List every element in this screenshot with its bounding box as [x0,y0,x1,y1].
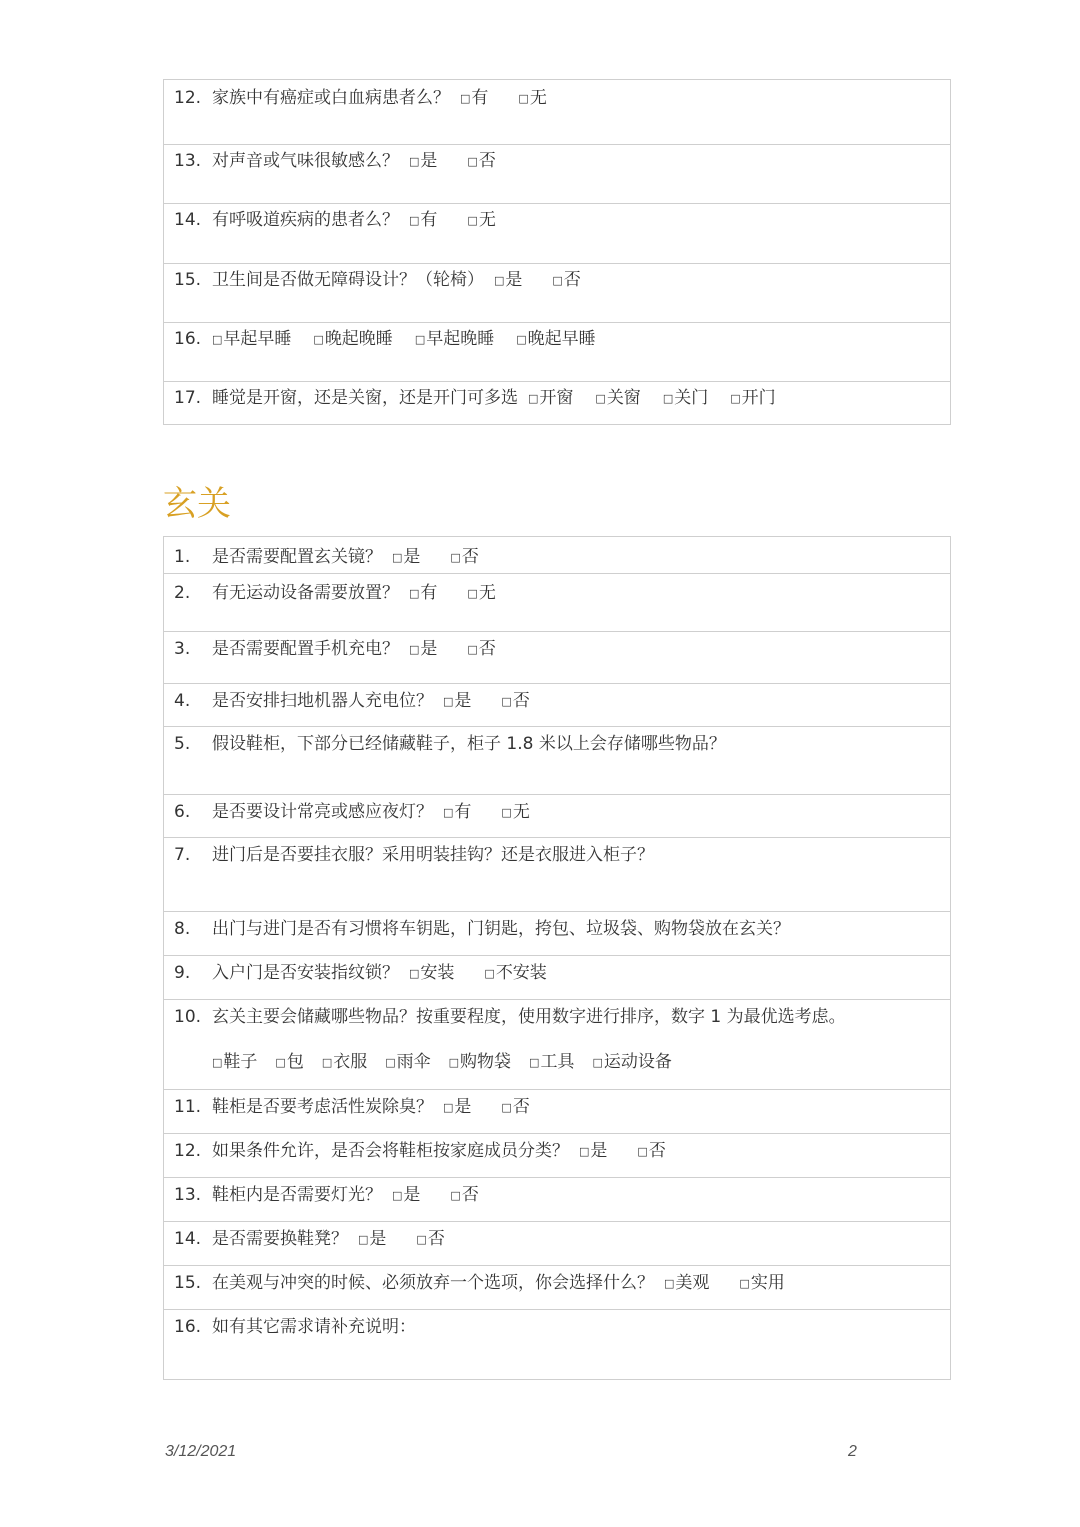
option-checkbox[interactable] [467,583,495,604]
option-group [399,583,496,603]
question-text: 卫生间是否做无障碍设计？（轮椅） [212,270,484,290]
checkbox-icon[interactable]: □ [467,214,478,227]
checkbox-icon[interactable]: □ [730,392,741,405]
option-checkbox[interactable] [501,802,529,823]
question-number: 13. [174,151,202,171]
option-checkbox[interactable] [415,329,494,350]
checkbox-icon[interactable]: □ [409,214,420,227]
checkbox-icon[interactable]: □ [313,333,324,346]
checkbox-icon[interactable]: □ [501,695,512,708]
checkbox-icon[interactable]: □ [662,392,674,405]
question-line [212,1273,785,1294]
option-checkbox[interactable] [212,1052,257,1073]
option-label: 是 [403,547,421,567]
option-checkbox[interactable] [212,329,291,350]
question-line [212,210,496,231]
option-group [450,88,547,108]
question-text: 是否要设计常亮或感应夜灯？ [212,802,433,822]
option-label: 实用 [750,1273,785,1293]
option-checkbox[interactable] [595,388,640,409]
option-checkbox[interactable] [450,1185,478,1206]
option-checkbox[interactable] [501,691,529,712]
option-label: 晚起早睡 [527,329,596,349]
option-label: 是 [420,151,438,171]
storage-item-options [212,1052,672,1073]
question-text: 是否安排扫地机器人充电位？ [212,691,433,711]
question-line [212,963,547,984]
question-row [164,631,950,683]
checkbox-icon[interactable]: □ [467,643,478,656]
question-number: 12. [174,88,202,108]
checkbox-icon[interactable]: □ [414,333,426,346]
option-label: 否 [461,1185,479,1205]
question-line [212,691,530,712]
option-checkbox[interactable] [516,329,595,350]
option-label: 是 [420,639,438,659]
question-line [212,583,496,604]
checkbox-icon[interactable]: □ [409,967,420,980]
question-number: 7. [174,845,191,865]
checkbox-icon[interactable]: □ [321,1056,333,1069]
option-checkbox[interactable] [663,388,708,409]
option-checkbox[interactable] [443,1097,471,1118]
option-group [654,1273,785,1293]
option-checkbox[interactable] [467,210,495,231]
option-group [348,1229,445,1249]
question-number: 3. [174,639,191,659]
question-number: 10. [174,1007,202,1027]
option-label: 否 [478,151,496,171]
option-group [382,1185,479,1205]
questionnaire-table-entryway [163,536,951,1380]
option-checkbox[interactable] [739,1273,784,1294]
question-number: 12. [174,1141,202,1161]
checkbox-icon[interactable]: □ [392,1189,403,1202]
checkbox-icon[interactable]: □ [212,1056,223,1069]
option-checkbox[interactable] [528,388,573,409]
option-checkbox[interactable] [392,547,420,568]
question-line [212,919,790,939]
option-checkbox[interactable] [592,1052,671,1073]
option-checkbox[interactable] [730,388,775,409]
question-line [212,270,581,291]
option-label: 包 [286,1052,304,1072]
question-row [164,1221,950,1265]
checkbox-icon[interactable]: □ [448,1056,460,1069]
question-row [164,794,950,837]
option-label: 运动设备 [603,1052,672,1072]
question-line [212,88,547,109]
option-checkbox[interactable] [409,583,437,604]
question-line [212,802,530,823]
section-title: 玄关 [163,484,231,524]
option-checkbox[interactable] [450,547,478,568]
option-label: 关窗 [606,388,641,408]
checkbox-icon[interactable]: □ [467,587,478,600]
option-label: 否 [648,1141,666,1161]
checkbox-icon[interactable]: □ [529,1056,540,1069]
option-label: 鞋子 [223,1052,258,1072]
option-checkbox[interactable] [443,691,471,712]
option-group [212,329,596,349]
question-line [212,845,654,865]
option-checkbox[interactable] [467,639,495,660]
checkbox-icon[interactable]: □ [484,967,495,980]
option-label: 是 [590,1141,608,1161]
question-row [164,837,950,911]
question-number: 9. [174,963,191,983]
question-number: 13. [174,1185,202,1205]
question-row [164,726,950,794]
option-label: 否 [563,270,581,290]
checkbox-icon[interactable]: □ [358,1233,369,1246]
question-row [164,1309,950,1379]
checkbox-icon[interactable]: □ [518,92,529,105]
option-label: 有 [471,88,489,108]
option-checkbox[interactable] [501,1097,529,1118]
question-text: 有无运动设备需要放置？ [212,583,399,603]
question-text: 鞋柜内是否需要灯光？ [212,1185,382,1205]
option-group [382,547,479,567]
option-checkbox[interactable] [409,210,437,231]
option-label: 工具 [540,1052,575,1072]
option-checkbox[interactable] [385,1052,430,1073]
option-label: 早起早睡 [223,329,292,349]
question-line [212,151,496,172]
question-text: 家族中有癌症或白血病患者么？ [212,88,450,108]
question-line [212,329,596,350]
checkbox-icon[interactable]: □ [579,1145,590,1158]
option-checkbox[interactable] [664,1273,709,1294]
checkbox-icon[interactable]: □ [467,155,478,168]
question-text: 如果条件允许，是否会将鞋柜按家庭成员分类？ [212,1141,569,1161]
option-group [399,963,547,983]
question-row [164,144,950,203]
option-group [433,802,530,822]
option-checkbox[interactable] [460,88,488,109]
checkbox-icon[interactable]: □ [501,1101,512,1114]
question-number: 4. [174,691,191,711]
option-label: 晚起晚睡 [324,329,393,349]
option-checkbox[interactable] [484,963,546,984]
option-checkbox[interactable] [392,1185,420,1206]
option-checkbox[interactable] [409,963,454,984]
option-label: 是 [403,1185,421,1205]
question-text: 鞋柜是否要考虑活性炭除臭？ [212,1097,433,1117]
option-label: 雨伞 [396,1052,431,1072]
option-group [569,1141,666,1161]
question-number: 6. [174,802,191,822]
question-line [212,1317,416,1337]
option-group [399,639,496,659]
option-checkbox[interactable] [637,1141,665,1162]
question-row [164,573,950,631]
checkbox-icon[interactable]: □ [450,1189,461,1202]
option-label: 否 [478,639,496,659]
question-text: 如有其它需求请补充说明： [212,1317,416,1337]
checkbox-icon[interactable]: □ [528,392,539,405]
footer-date: 3/12/2021 [165,1443,237,1460]
option-checkbox[interactable] [579,1141,607,1162]
question-row [164,955,950,999]
question-line [212,1097,530,1118]
checkbox-icon[interactable]: □ [409,587,420,600]
question-line [212,734,726,754]
question-line [212,1141,666,1162]
checkbox-icon[interactable]: □ [385,1056,396,1069]
option-group [484,270,581,290]
option-label: 是 [369,1229,387,1249]
option-label: 开窗 [539,388,574,408]
checkbox-icon[interactable]: □ [516,333,527,346]
question-line [212,388,776,409]
option-checkbox[interactable] [322,1052,367,1073]
option-group [433,1097,530,1117]
question-text: 进门后是否要挂衣服？采用明装挂钩？还是衣服进入柜子？ [212,845,654,865]
question-text: 是否需要配置手机充电？ [212,639,399,659]
question-number: 14. [174,1229,202,1249]
question-line [212,639,496,660]
option-label: 有 [454,802,472,822]
checkbox-icon[interactable]: □ [552,274,563,287]
checkbox-icon[interactable]: □ [501,806,512,819]
question-number: 1. [174,547,191,567]
option-label: 有 [420,583,438,603]
option-checkbox[interactable] [409,639,437,660]
question-line [212,1007,846,1027]
question-text: 入户门是否安装指纹锁？ [212,963,399,983]
option-label: 安装 [420,963,455,983]
checkbox-icon[interactable]: □ [275,1056,286,1069]
checkbox-icon[interactable]: □ [443,806,454,819]
question-number: 15. [174,270,202,290]
question-row [164,911,950,955]
questionnaire-table-1 [163,79,951,425]
option-label: 否 [512,1097,530,1117]
option-checkbox[interactable] [449,1052,511,1073]
option-label: 否 [461,547,479,567]
checkbox-icon[interactable]: □ [212,333,223,346]
question-number: 16. [174,329,202,349]
question-number: 2. [174,583,191,603]
option-label: 开门 [741,388,776,408]
option-group [399,210,496,230]
question-row [164,381,950,424]
option-label: 不安装 [495,963,547,983]
question-row [164,1133,950,1177]
option-label: 无 [529,88,547,108]
option-label: 关门 [674,388,709,408]
question-row [164,1265,950,1309]
option-checkbox[interactable] [518,88,546,109]
question-number: 5. [174,734,191,754]
question-number: 15. [174,1273,202,1293]
question-text: 假设鞋柜，下部分已经储藏鞋子，柜子 1.8 米以上会存储哪些物品？ [212,734,726,754]
question-number: 8. [174,919,191,939]
option-label: 否 [512,691,530,711]
question-row [164,999,950,1089]
option-checkbox[interactable] [443,802,471,823]
option-checkbox[interactable] [416,1229,444,1250]
option-checkbox[interactable] [275,1052,303,1073]
option-label: 否 [427,1229,445,1249]
option-checkbox[interactable] [494,270,522,291]
checkbox-icon[interactable]: □ [416,1233,427,1246]
question-number: 11. [174,1097,202,1117]
footer-page-number: 2 [848,1443,857,1460]
option-checkbox[interactable] [552,270,580,291]
option-label: 是 [454,691,472,711]
option-label: 是 [454,1097,472,1117]
checkbox-icon[interactable]: □ [595,392,606,405]
option-checkbox[interactable] [409,151,437,172]
question-text: 对声音或气味很敏感么？ [212,151,399,171]
question-number: 14. [174,210,202,230]
question-number: 17. [174,388,202,408]
question-row [164,203,950,263]
option-group [433,691,530,711]
question-text: 玄关主要会储藏哪些物品？按重要程度，使用数字进行排序，数字 1 为最优选考虑。 [212,1007,846,1027]
question-text: 是否需要配置玄关镜？ [212,547,382,567]
option-label: 无 [478,210,496,230]
question-text: 有呼吸道疾病的患者么？ [212,210,399,230]
question-text: 在美观与冲突的时候、必须放弃一个选项，你会选择什么？ [212,1273,654,1293]
question-text: 出门与进门是否有习惯将车钥匙，门钥匙，挎包、垃圾袋、购物袋放在玄关？ [212,919,790,939]
option-label: 有 [420,210,438,230]
option-label: 无 [512,802,530,822]
question-line [212,547,479,568]
option-group [399,151,496,171]
checkbox-icon[interactable]: □ [592,1056,603,1069]
option-label: 美观 [675,1273,710,1293]
checkbox-icon[interactable]: □ [637,1145,648,1158]
question-text: 是否需要换鞋凳？ [212,1229,348,1249]
option-label: 无 [478,583,496,603]
question-row [164,322,950,381]
question-text: 睡觉是开窗，还是关窗，还是开门可多选 [212,388,518,408]
question-row [164,1177,950,1221]
question-row [164,263,950,322]
checkbox-icon[interactable]: □ [494,274,505,287]
checkbox-icon[interactable]: □ [443,695,454,708]
checkbox-icon[interactable]: □ [739,1277,750,1290]
question-row [164,683,950,726]
question-line [212,1185,479,1206]
checkbox-icon[interactable]: □ [409,643,420,656]
option-label: 是 [505,270,523,290]
option-checkbox[interactable] [529,1052,574,1073]
option-checkbox[interactable] [313,329,392,350]
checkbox-icon[interactable]: □ [450,551,461,564]
option-label: 购物袋 [460,1052,512,1072]
option-group [518,388,776,408]
checkbox-icon[interactable]: □ [664,1277,675,1290]
option-label: 早起晚睡 [426,329,495,349]
question-row [164,537,950,573]
question-row [164,80,950,144]
option-checkbox[interactable] [467,151,495,172]
option-label: 衣服 [333,1052,368,1072]
option-checkbox[interactable] [358,1229,386,1250]
checkbox-icon[interactable]: □ [443,1101,454,1114]
question-number: 16. [174,1317,202,1337]
checkbox-icon[interactable]: □ [409,155,420,168]
question-line [212,1229,445,1250]
checkbox-icon[interactable]: □ [460,92,471,105]
checkbox-icon[interactable]: □ [392,551,403,564]
question-row [164,1089,950,1133]
